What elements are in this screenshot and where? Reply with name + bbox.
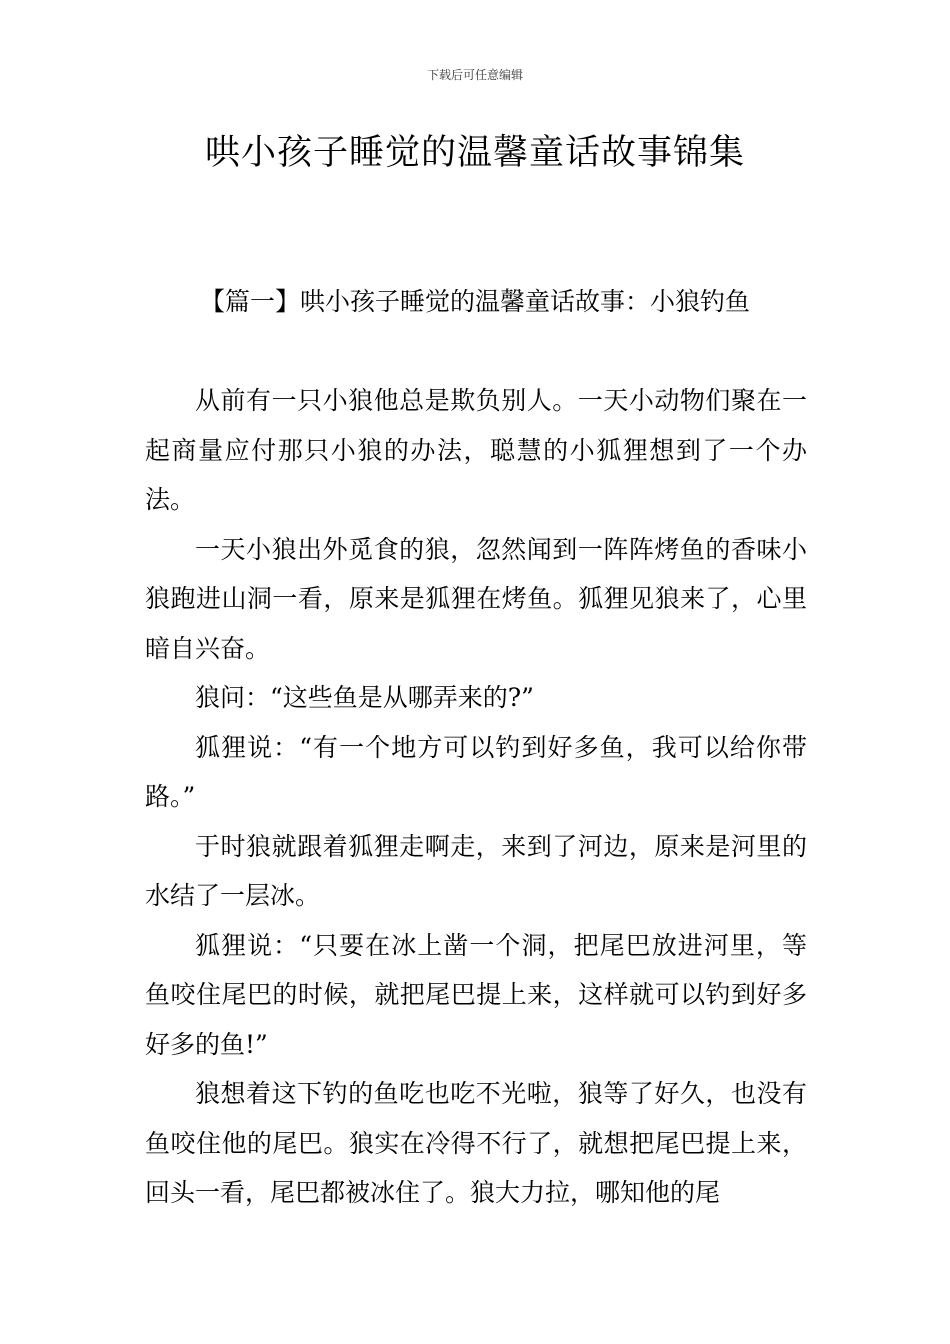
- paragraph: 于时狼就跟着狐狸走啊走，来到了河边，原来是河里的水结了一层冰。: [145, 831, 807, 910]
- section-title: 【篇一】哄小孩子睡觉的温馨童话故事：小狼钓鱼: [199, 287, 750, 316]
- paragraph: 狐狸说：“只要在冰上凿一个洞，把尾巴放进河里，等鱼咬住尾巴的时候，就把尾巴提上来，这样就可以钓到好多好多的鱼!”: [145, 930, 807, 1059]
- document-title: 哄小孩子睡觉的温馨童话故事锦集: [204, 133, 745, 173]
- paragraph: 狐狸说：“有一个地方可以钓到好多鱼，我可以给你带路。”: [145, 732, 807, 811]
- header-note: 下载后可任意编辑: [426, 68, 523, 82]
- paragraph: 一天小狼出外觅食的狼，忽然闻到一阵阵烤鱼的香味小狼跑进山洞一看，原来是狐狸在烤鱼。狐狸见狼来了，心里暗自兴奋。: [145, 534, 807, 663]
- paragraph: 从前有一只小狼他总是欺负别人。一天小动物们聚在一起商量应付那只小狼的办法，聪慧的小狐狸想到了一个办法。: [145, 386, 807, 514]
- story-body: [145, 376, 807, 1218]
- paragraph: 狼想着这下钓的鱼吃也吃不光啦，狼等了好久，也没有鱼咬住他的尾巴。狼实在冷得不行了，就想把尾巴提上来，回头一看，尾巴都被冰住了。狼大力拉，哪知他的尾: [145, 1079, 807, 1207]
- paragraph: 狼问：“这些鱼是从哪弄来的?”: [195, 683, 534, 712]
